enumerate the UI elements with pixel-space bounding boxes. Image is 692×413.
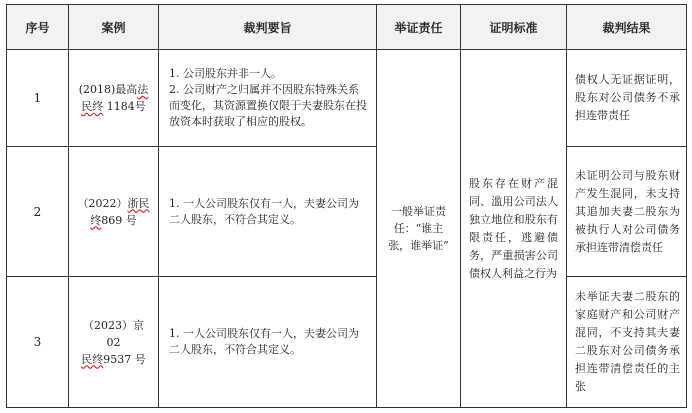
case-text: 9537 号 [103,352,146,366]
case-text: 869 号 [101,213,137,227]
header-num: 序号 [7,5,69,50]
burden-cell: 一般举证责任：“谁主张，谁举证” [377,50,461,408]
case-text: 浙民 [127,196,150,210]
result-cell: 债权人无证据证明，股东对公司债务不承担连带责任 [567,50,687,147]
gist-text: 1. 一人公司股东仅有一人，夫妻公司为二人股东，不符合其定义。 [169,327,359,356]
header-standard: 证明标准 [461,5,567,50]
header-row [7,5,687,50]
case-text: 1184 [103,100,135,113]
case-text: （2023）京 02 [83,318,144,349]
gist-text: 1. 一人公司股东仅有一人，夫妻公司为二人股东，不符合其定义。 [169,196,359,226]
case-cell [69,277,159,408]
case-text: 号 [134,100,146,113]
row-num: 1 [7,50,69,147]
case-text: （2022） [77,196,128,210]
table-row [7,147,687,277]
gist-cell [159,147,377,277]
result-cell: 未举证夫妻二股东的家庭财产和公司财产混同，不支持其夫妻二股东对公司债务承担连带清偿责任的主张 [567,277,687,408]
table-row [7,277,687,408]
gist-cell [159,50,377,147]
gist-cell [159,277,377,408]
standard-cell: 股东存在财产混同、滥用公司法人独立地位和股东有限责任，逃避债务，严重损害公司债权人利益之行为 [461,50,567,408]
header-burden: 举证责任 [377,5,461,50]
case-cell [69,147,159,277]
header-result: 裁判结果 [567,5,687,50]
judgment-table [6,4,687,408]
gist-text: 1. 公司股东并非一人。 [169,67,282,80]
case-text: 终 [90,213,102,227]
row-num: 2 [7,147,69,277]
table-row [7,50,687,147]
judgment-table-frame [6,4,686,408]
case-text: 法民终 [81,83,149,113]
gist-text: 2. 公司财产之归属并不因股东特殊关系而变化，其资源置换仅限于夫妻股东在投放资本时获取了相应的股权。 [169,83,367,128]
row-num: 3 [7,277,69,408]
header-gist: 裁判要旨 [159,5,377,50]
result-cell: 未证明公司与股东财产发生混同，未支持其追加夫妻二股东为被执行人对公司债务承担连带清偿责任 [567,147,687,277]
case-cell [69,50,159,147]
header-case: 案例 [69,5,159,50]
case-text: (2018)最高 [78,83,138,96]
case-text: 民终 [81,352,104,366]
